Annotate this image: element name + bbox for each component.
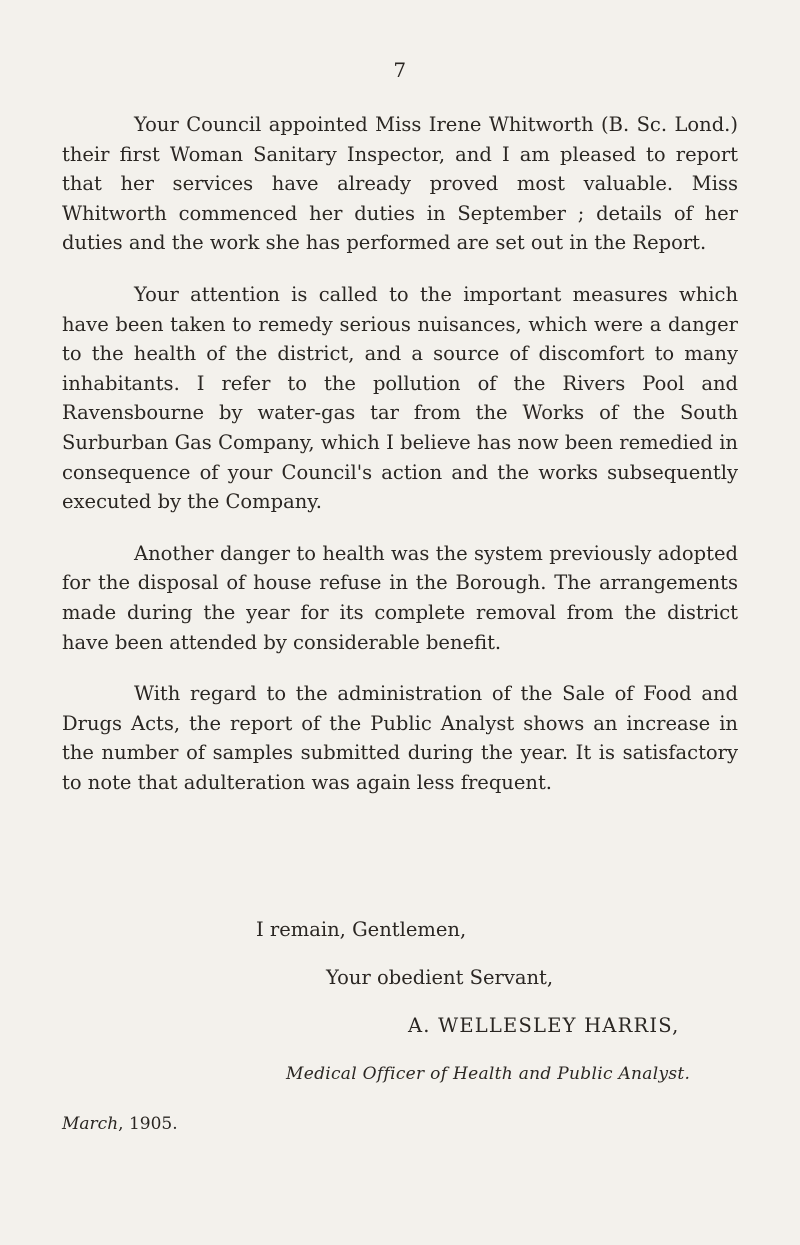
date-month: March xyxy=(62,1114,119,1134)
closing-salutation: I remain, Gentlemen, xyxy=(256,918,467,941)
date-separator: , xyxy=(118,1114,124,1134)
paragraph-house-refuse: Another danger to health was the system previously adopted for the disposal of house refuse in the Borough. The arrangements made during the year for its complete removal from the district have been attended by considerable benefit. xyxy=(62,541,738,654)
paragraph-food-and-drugs: With regard to the administration of the Sale of Food and Drugs Acts, the report of the Public Analyst shows an increase in the number of samples submitted during the year. It is satisfactory to note that adulteration was again less frequent. xyxy=(62,682,738,794)
date-line xyxy=(62,1114,178,1134)
page-number: 7 xyxy=(393,58,407,82)
closing-servant: Your obedient Servant, xyxy=(326,966,554,989)
date-year: 1905. xyxy=(123,1114,178,1134)
signatory-name: A. WELLESLEY HARRIS, xyxy=(408,1014,680,1037)
paragraph-nuisances: Your attention is called to the important measures which have been taken to remedy serious nuisances, which were a danger to the health of the district, and a source of discomfort to many inhabitants. I refer to the pollution of the Rivers Pool and Ravensbourne by water-gas tar from the Works of the South Surburban Gas Company, which I believe has now been remedied in consequence of your Council's action and the works subsequently executed by the Company. xyxy=(62,282,738,514)
signatory-role: Medical Officer of Health and Public Analyst. xyxy=(286,1064,691,1084)
paragraph-sanitary-inspector: Your Council appointed Miss Irene Whitworth (B. Sc. Lond.) their first Woman Sanitary Inspector, and I am pleased to report that her services have already proved most valuable. Miss Whitworth commenced her duties in September ; details of her duties and the work she has performed are set out in the Report. xyxy=(62,113,738,255)
report-body xyxy=(62,110,738,819)
